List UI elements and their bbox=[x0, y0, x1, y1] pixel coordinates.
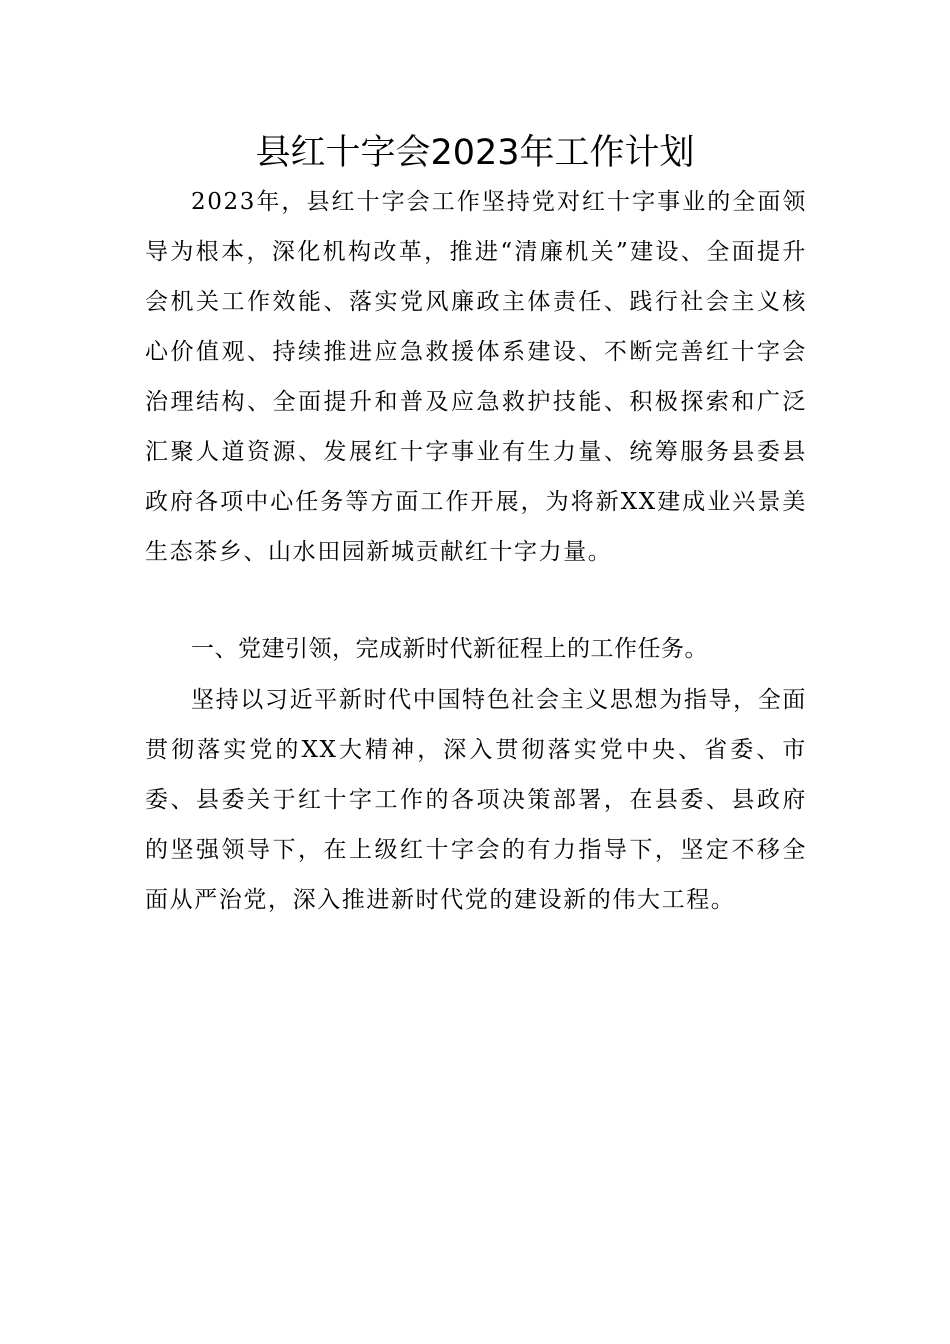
section-heading: 一、党建引领，完成新时代新征程上的工作任务。 bbox=[191, 636, 708, 662]
intro-paragraph: 2023年，县红十字会工作坚持党对红十字事业的全面领导为根本，深化机构改革，推进“清廉机关”建设、全面提升会机关工作效能、落实党风廉政主体责任、践行社会主义核心价值观、持续推进应急救援体系建设、不断完善红十字会治理结构、全面提升和普及应急救护技能、积极探索和广泛汇聚人道资源、发展红十字事业有生力量、统筹服务县委县政府各项中心任务等方面工作开展，为将新XX建成业兴景美生态茶乡、山水田园新城贡献红十字力量。 bbox=[145, 189, 807, 565]
document-title: 县红十字会2023年工作计划 bbox=[255, 133, 695, 173]
section-paragraph: 坚持以习近平新时代中国特色社会主义思想为指导，全面贯彻落实党的XX大精神，深入贯彻落实党中央、省委、市委、县委关于红十字工作的各项决策部署，在县委、县政府的坚强领导下，在上级红十字会的有力指导下，坚定不移全面从严治党，深入推进新时代党的建设新的伟大工程。 bbox=[145, 687, 807, 913]
